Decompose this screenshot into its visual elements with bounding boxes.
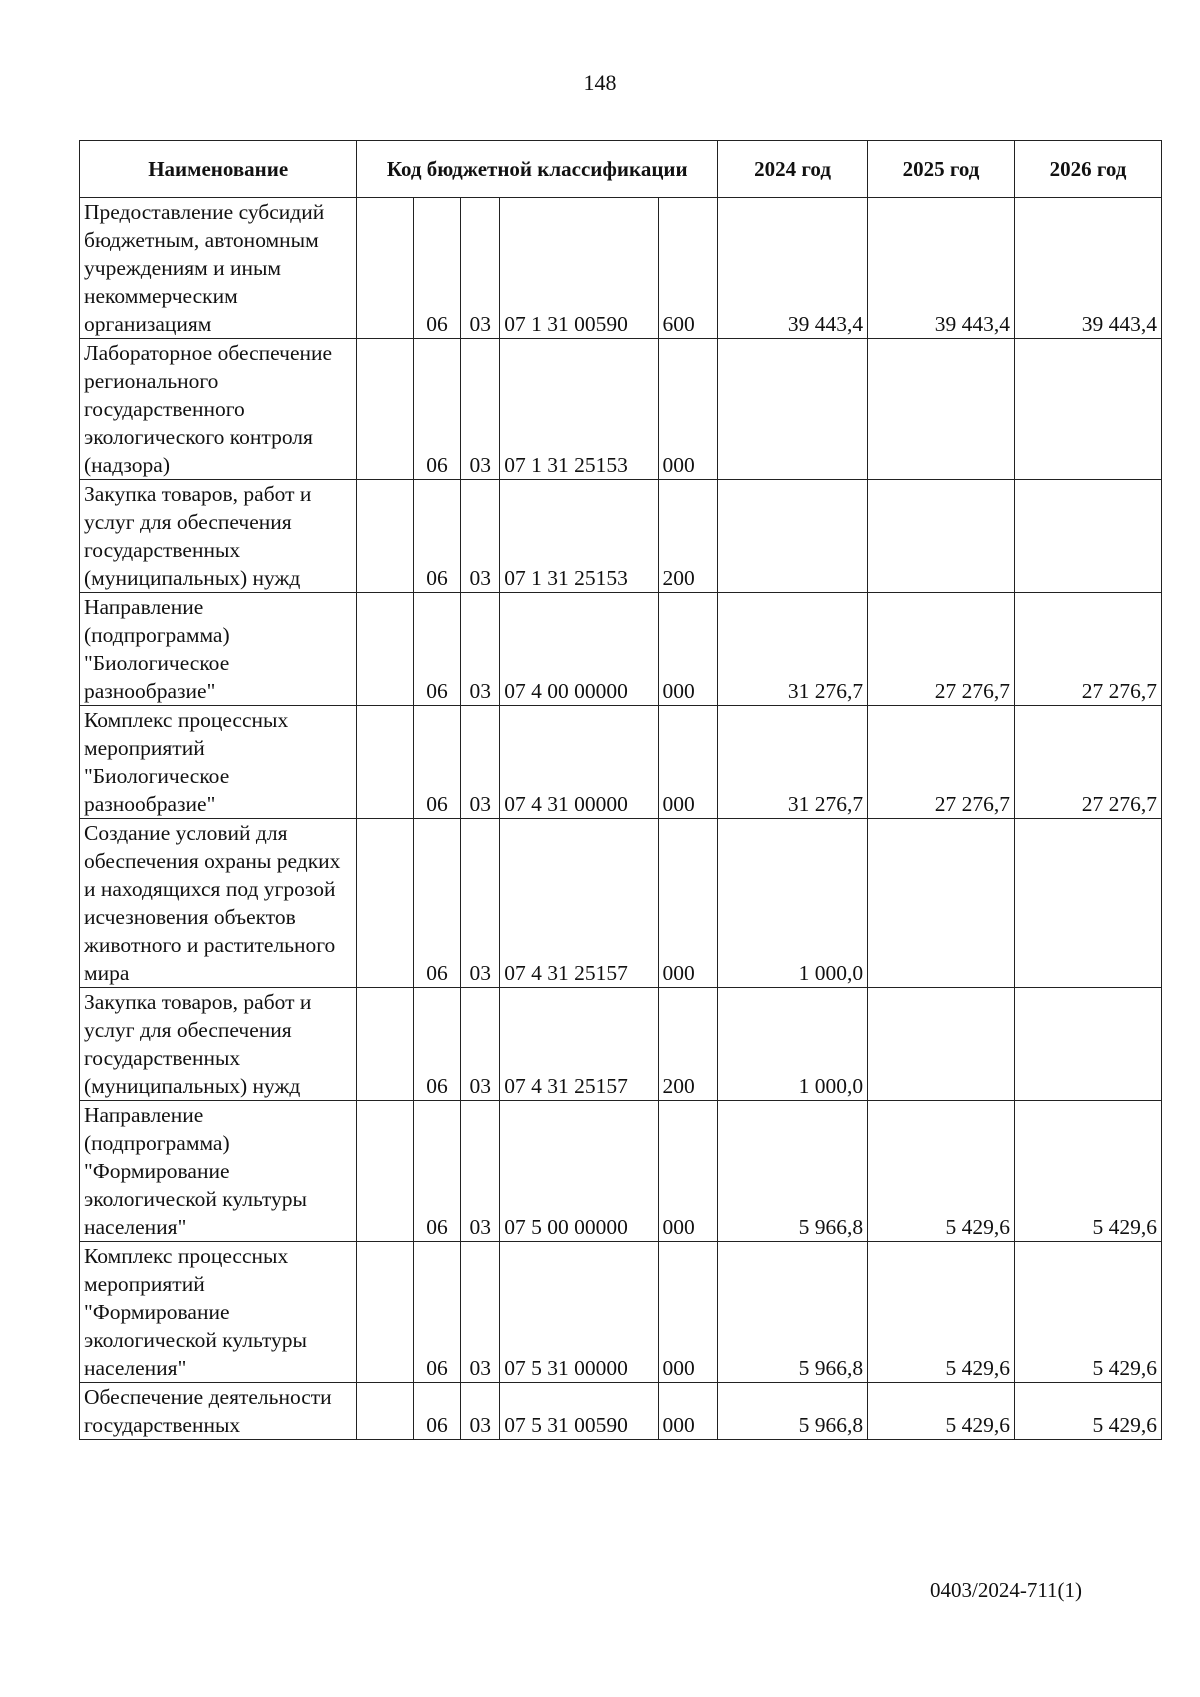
row-target-article: 07 4 31 00000 <box>500 706 659 819</box>
row-expense-type: 000 <box>659 1383 718 1440</box>
header-2026: 2026 год <box>1014 141 1161 198</box>
row-value-2025: 27 276,7 <box>868 593 1015 706</box>
row-name: Направление (подпрограмма) "Формирование экологической культуры населения" <box>80 1101 357 1242</box>
row-value-2025: 39 443,4 <box>868 198 1015 339</box>
table-row <box>80 819 1162 988</box>
row-value-2024: 5 966,8 <box>718 1242 868 1383</box>
row-expense-type: 000 <box>659 1101 718 1242</box>
header-2025: 2025 год <box>868 141 1015 198</box>
row-name: Закупка товаров, работ и услуг для обеспечения государственных (муниципальных) нужд <box>80 988 357 1101</box>
row-section: 06 <box>413 480 460 593</box>
row-target-article: 07 5 00 00000 <box>500 1101 659 1242</box>
row-spacer <box>357 988 414 1101</box>
row-section: 06 <box>413 988 460 1101</box>
row-subsection: 03 <box>461 1242 500 1383</box>
row-spacer <box>357 1101 414 1242</box>
row-target-article: 07 1 31 00590 <box>500 198 659 339</box>
table-row <box>80 480 1162 593</box>
budget-table <box>79 140 1162 1440</box>
row-section: 06 <box>413 198 460 339</box>
row-value-2025: 5 429,6 <box>868 1383 1015 1440</box>
row-expense-type: 200 <box>659 988 718 1101</box>
row-value-2026 <box>1014 480 1161 593</box>
header-2024: 2024 год <box>718 141 868 198</box>
row-value-2024: 1 000,0 <box>718 988 868 1101</box>
row-spacer <box>357 593 414 706</box>
row-target-article: 07 5 31 00590 <box>500 1383 659 1440</box>
row-target-article: 07 4 00 00000 <box>500 593 659 706</box>
row-value-2025: 5 429,6 <box>868 1242 1015 1383</box>
row-value-2024: 5 966,8 <box>718 1383 868 1440</box>
row-expense-type: 000 <box>659 819 718 988</box>
row-value-2026 <box>1014 339 1161 480</box>
row-subsection: 03 <box>461 1101 500 1242</box>
row-value-2024: 39 443,4 <box>718 198 868 339</box>
row-section: 06 <box>413 1383 460 1440</box>
row-value-2024: 31 276,7 <box>718 706 868 819</box>
row-name: Создание условий для обеспечения охраны редких и находящихся под угрозой исчезновения объектов животного и растительного мира <box>80 819 357 988</box>
table-row <box>80 988 1162 1101</box>
row-target-article: 07 1 31 25153 <box>500 480 659 593</box>
row-value-2024: 31 276,7 <box>718 593 868 706</box>
table-row <box>80 1242 1162 1383</box>
row-subsection: 03 <box>461 706 500 819</box>
row-value-2026: 5 429,6 <box>1014 1242 1161 1383</box>
row-subsection: 03 <box>461 988 500 1101</box>
row-subsection: 03 <box>461 339 500 480</box>
row-spacer <box>357 339 414 480</box>
table-row <box>80 1383 1162 1440</box>
row-value-2026 <box>1014 988 1161 1101</box>
row-value-2024 <box>718 339 868 480</box>
row-expense-type: 600 <box>659 198 718 339</box>
row-value-2026: 5 429,6 <box>1014 1383 1161 1440</box>
table-body <box>80 198 1162 1440</box>
header-name: Наименование <box>80 141 357 198</box>
row-name: Направление (подпрограмма) "Биологическое разнообразие" <box>80 593 357 706</box>
row-value-2024 <box>718 480 868 593</box>
table-row <box>80 706 1162 819</box>
table-row <box>80 339 1162 480</box>
row-expense-type: 000 <box>659 1242 718 1383</box>
row-name: Комплекс процессных мероприятий "Биологическое разнообразие" <box>80 706 357 819</box>
row-value-2025 <box>868 339 1015 480</box>
row-spacer <box>357 819 414 988</box>
row-section: 06 <box>413 1242 460 1383</box>
row-value-2026 <box>1014 819 1161 988</box>
row-spacer <box>357 1383 414 1440</box>
row-subsection: 03 <box>461 819 500 988</box>
page-number: 148 <box>583 70 617 95</box>
row-spacer <box>357 480 414 593</box>
table-row <box>80 1101 1162 1242</box>
row-value-2026: 27 276,7 <box>1014 593 1161 706</box>
row-value-2025 <box>868 819 1015 988</box>
table-row <box>80 198 1162 339</box>
row-value-2024: 5 966,8 <box>718 1101 868 1242</box>
row-target-article: 07 4 31 25157 <box>500 988 659 1101</box>
row-spacer <box>357 1242 414 1383</box>
row-expense-type: 000 <box>659 706 718 819</box>
row-value-2026: 27 276,7 <box>1014 706 1161 819</box>
row-value-2024: 1 000,0 <box>718 819 868 988</box>
row-expense-type: 000 <box>659 339 718 480</box>
row-value-2025 <box>868 988 1015 1101</box>
row-value-2025 <box>868 480 1015 593</box>
row-section: 06 <box>413 819 460 988</box>
header-code: Код бюджетной классификации <box>357 141 718 198</box>
row-value-2025: 27 276,7 <box>868 706 1015 819</box>
row-section: 06 <box>413 706 460 819</box>
row-section: 06 <box>413 339 460 480</box>
row-subsection: 03 <box>461 480 500 593</box>
document-code: 0403/2024-711(1) <box>930 1578 1083 1602</box>
row-name: Закупка товаров, работ и услуг для обеспечения государственных (муниципальных) нужд <box>80 480 357 593</box>
row-spacer <box>357 198 414 339</box>
row-target-article: 07 1 31 25153 <box>500 339 659 480</box>
row-target-article: 07 5 31 00000 <box>500 1242 659 1383</box>
row-expense-type: 000 <box>659 593 718 706</box>
table-row <box>80 593 1162 706</box>
row-value-2026: 5 429,6 <box>1014 1101 1161 1242</box>
row-subsection: 03 <box>461 1383 500 1440</box>
row-name: Лабораторное обеспечение регионального государственного экологического контроля (надзора) <box>80 339 357 480</box>
row-expense-type: 200 <box>659 480 718 593</box>
table-header <box>80 141 1162 198</box>
row-section: 06 <box>413 1101 460 1242</box>
row-subsection: 03 <box>461 593 500 706</box>
row-name: Предоставление субсидий бюджетным, автономным учреждениям и иным некоммерческим организациям <box>80 198 357 339</box>
row-value-2026: 39 443,4 <box>1014 198 1161 339</box>
row-section: 06 <box>413 593 460 706</box>
row-value-2025: 5 429,6 <box>868 1101 1015 1242</box>
row-spacer <box>357 706 414 819</box>
row-target-article: 07 4 31 25157 <box>500 819 659 988</box>
row-subsection: 03 <box>461 198 500 339</box>
row-name: Комплекс процессных мероприятий "Формирование экологической культуры населения" <box>80 1242 357 1383</box>
row-name: Обеспечение деятельности государственных <box>80 1383 357 1440</box>
